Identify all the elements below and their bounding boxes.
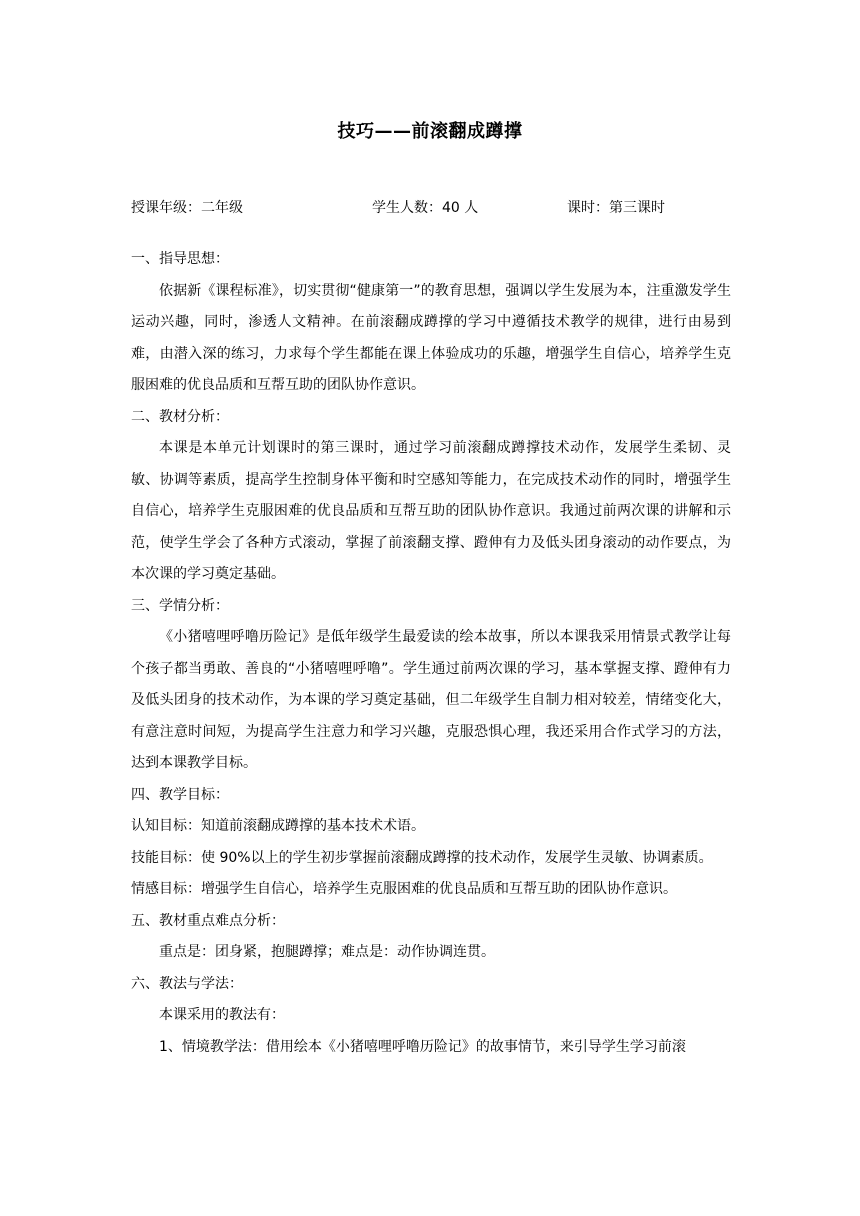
method-item-1: 1、情境教学法：借用绘本《小猪嘻哩呼噜历险记》的故事情节，来引导学生学习前滚 [159,1038,686,1055]
grade-info: 授课年级：二年级 [131,200,243,216]
section-heading-teaching-goals: 四、教学目标： [131,786,229,803]
document-body [131,244,731,1063]
material-analysis-paragraph: 本课是本单元计划课时的第三课时，通过学习前滚翻成蹲撑技术动作，发展学生柔韧、灵敏、协调等素质，提高学生控制身体平衡和时空感知等能力，在完成技术动作的同时，增强学生自信心，培养学生克服困难的优良品质和互帮互助的团队协作意识。我通过前两次课的讲解和示范，使学生学会了各种方式滚动，掌握了前滚翻支撑、蹬伸有力及低头团身滚动的动作要点，为本次课的学习奠定基础。 [131,440,731,582]
section-heading-student-analysis: 三、学情分析： [131,597,229,614]
section-heading-methods: 六、教法与学法： [131,975,243,992]
skill-goal: 技能目标：使 90%以上的学生初步掌握前滚翻成蹲撑的技术动作，发展学生灵敏、协调素质。 [131,849,713,866]
cognitive-goal: 认知目标：知道前滚翻成蹲撑的基本技术术语。 [131,818,425,834]
guiding-ideology-paragraph: 依据新《课程标准》，切实贯彻“健康第一”的教育思想，强调以学生发展为本，注重激发学生运动兴趣，同时，渗透人文精神。在前滚翻成蹲撑的学习中遵循技术教学的规律，进行由易到难，由潜入深的练习，力求每个学生都能在课上体验成功的乐趣，增强学生自信心，培养学生克服困难的优良品质和互帮互助的团队协作意识。 [131,282,731,393]
affective-goal: 情感目标：增强学生自信心，培养学生克服困难的优良品质和互帮互助的团队协作意识。 [131,881,677,897]
section-heading-guiding-ideology: 一、指导思想： [131,251,229,267]
section-heading-material-analysis: 二、教材分析： [131,408,229,425]
methods-intro: 本课采用的教法有： [159,1007,285,1023]
lesson-period-info: 课时：第三课时 [567,200,665,216]
section-heading-key-points: 五、教材重点难点分析： [131,912,285,929]
key-points-text: 重点是：团身紧，抱腿蹲撑；难点是：动作协调连贯。 [159,944,495,960]
student-count-info: 学生人数：40 人 [372,200,479,216]
student-analysis-paragraph: 《小猪嘻哩呼噜历险记》是低年级学生最爱读的绘本故事，所以本课我采用情景式教学让每个孩子都当勇敢、善良的“小猪嘻哩呼噜”。学生通过前两次课的学习，基本掌握支撑、蹬伸有力及低头团身的技术动作，为本课的学习奠定基础，但二年级学生自制力相对较差，情绪变化大，有意注意时间短，为提高学生注意力和学习兴趣，克服恐惧心理，我还采用合作式学习的方法，达到本课教学目标。 [131,629,731,771]
lesson-meta-row [131,197,751,217]
document-title: 技巧——前滚翻成蹲撑 [337,121,523,142]
